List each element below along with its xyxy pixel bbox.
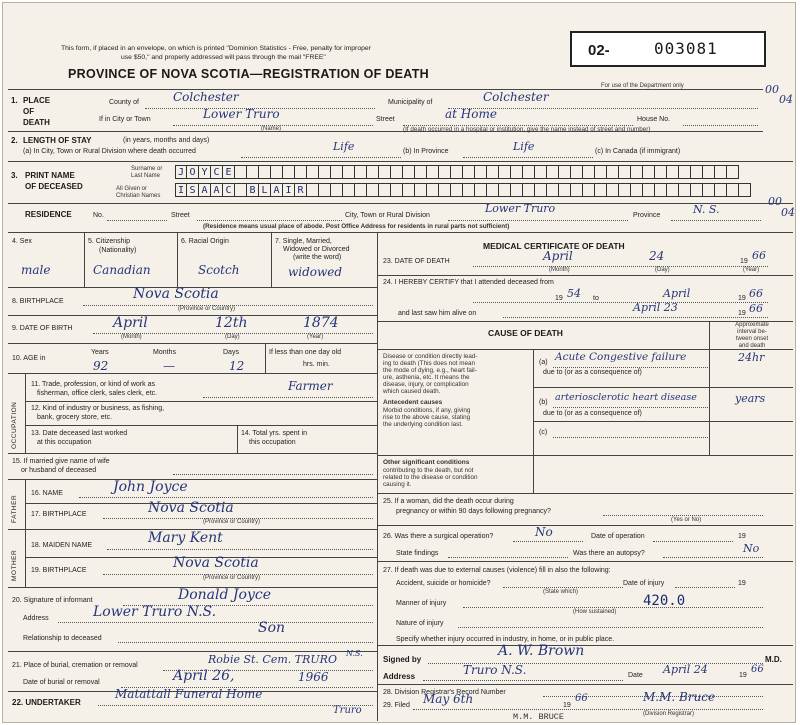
death-registration-form (2, 2, 796, 723)
dob-day-hint: (Day) (225, 334, 240, 340)
certificate-number-box (570, 31, 766, 67)
attended-to-month: April (663, 287, 691, 300)
place-of-death-number: 1. (11, 96, 18, 105)
immediate-cause-6: which caused death. (383, 388, 441, 395)
stay-hint: (in years, months and days) (123, 137, 210, 144)
accident-label: Accident, suicide or homicide? (396, 580, 491, 587)
q13-label-1: 13. Date deceased last worked (31, 430, 128, 437)
place-of-death-label-2: OF (23, 107, 35, 116)
certificate-prefix: 02- (588, 42, 610, 59)
given-letter: A (211, 183, 223, 197)
registrar-printed-name: M.M. BRUCE (513, 712, 565, 722)
stay-number: 2. (11, 136, 18, 145)
sex-value: male (21, 263, 51, 277)
other-conditions-2: contributing to the death, but not (383, 467, 474, 474)
age-days-label: Days (223, 349, 239, 356)
last-saw-date: April 23 (633, 301, 678, 314)
cause-of-death-heading: CAUSE OF DEATH (488, 328, 563, 338)
stay-label: LENGTH OF STAY (23, 136, 92, 145)
autopsy-label: Was there an autopsy? (573, 550, 645, 557)
given-letter: A (271, 183, 283, 197)
q14-label-2: this occupation (249, 439, 296, 446)
residence-no-label: No. (93, 212, 104, 219)
burial-date-label: Date of burial or removal (23, 679, 100, 686)
mail-notice-line1: This form, if placed in an envelope, on which is printed "Dominion Statistics - Free, penalty for improper (61, 45, 371, 52)
burial-year: 1966 (298, 670, 329, 684)
immediate-cause-5: disease, injury, or complication (383, 381, 469, 388)
signed-by-label: Signed by (383, 655, 422, 664)
medical-certificate-heading: MEDICAL CERTIFICATE OF DEATH (483, 241, 625, 251)
undertaker-name: Matattall Funeral Home (115, 687, 263, 701)
burial-place-label: 21. Place of burial, cremation or removal (12, 662, 138, 669)
last-saw-year: 66 (749, 302, 763, 315)
dob-year: 1874 (303, 315, 339, 331)
name-label-1: PRINT NAME (25, 171, 75, 180)
attended-to-label: to (593, 295, 599, 302)
given-letter: S (187, 183, 199, 197)
surname-letter-grid (175, 165, 739, 179)
q11-label-1: 11. Trade, profession, or kind of work as (31, 381, 155, 388)
death-month: April (543, 249, 573, 263)
citizenship-label-1: 5. Citizenship (88, 238, 131, 245)
cause-b-label: (b) (539, 399, 548, 406)
occupation-side-label: OCCUPATION (11, 401, 18, 449)
mother-birthplace-label: 19. BIRTHPLACE (31, 567, 87, 574)
father-name-value: John Joyce (113, 479, 188, 495)
informant-address: Lower Truro N.S. (93, 604, 217, 620)
attended-label: 24. I HEREBY CERTIFY that I attended deceased from (383, 279, 554, 286)
q12-label-2: bank, grocery store, etc. (37, 414, 113, 421)
county-label: County of (109, 99, 139, 106)
how-sustained-hint: (How sustained) (573, 609, 617, 615)
q15-label-1: 15. If married give name of wife (12, 458, 110, 465)
citizenship-value: Canadian (93, 263, 151, 277)
racial-origin-label: 6. Racial Origin (181, 238, 229, 245)
cause-b-interval: years (735, 392, 766, 405)
occupation-value: Farmer (288, 379, 333, 393)
nature-of-injury-label: Nature of injury (396, 620, 444, 627)
residence-city-value: Lower Truro (485, 202, 556, 215)
sex-label: 4. Sex (12, 238, 32, 245)
marital-label-1: 7. Single, Married, (275, 238, 332, 245)
county-value: Colchester (173, 90, 239, 104)
informant-signature-label: 20. Signature of informant (12, 597, 93, 604)
house-number-label: House No. (637, 116, 671, 123)
dob-month-hint: (Month) (121, 334, 142, 340)
surname-letter: C (211, 165, 223, 179)
burial-place: Robie St. Cem. TRURO (208, 653, 337, 666)
racial-origin-value: Scotch (198, 263, 240, 277)
physician-address-label: Address (383, 672, 416, 681)
undertaker-city: Truro (333, 705, 362, 716)
age-years-value: 92 (93, 359, 109, 373)
marital-label-2: Widowed or Divorced (283, 246, 350, 253)
birthplace-hint: (Province or Country) (178, 306, 236, 312)
residence-code-1: 00 (768, 195, 782, 208)
q25-yes-no: (Yes or No) (671, 517, 702, 523)
department-code-1: 00 (765, 83, 779, 96)
cause-a-interval: 24hr (738, 351, 765, 364)
immediate-cause-4: ure, asthenia, etc. It means the (383, 374, 470, 381)
immediate-cause-3: the mode of dying, e.g., heart fail- (383, 367, 477, 374)
age-months-value: — (163, 359, 175, 373)
surname-letter: O (187, 165, 199, 179)
given-name-letter-grid (175, 183, 751, 197)
stay-canada-label: (c) In Canada (if immigrant) (595, 148, 681, 155)
antecedent-2: Morbid conditions, if any, giving (383, 407, 471, 414)
q14-label-1: 14. Total yrs. spent in (241, 430, 308, 437)
due-to-b: due to (or as a consequence of) (543, 410, 642, 417)
other-conditions-1: Other significant conditions (383, 459, 470, 466)
filed-year-prefix: 19 (563, 702, 571, 709)
infant-label-2: hrs. min. (303, 361, 330, 368)
form-title: PROVINCE OF NOVA SCOTIA—REGISTRATION OF DEATH (68, 67, 429, 81)
residence-province-value: N. S. (693, 203, 720, 216)
informant-signature: Donald Joyce (178, 587, 271, 603)
date-of-death-label: 23. DATE OF DEATH (383, 258, 450, 265)
q11-label-2: fisherman, office clerk, sales clerk, etc. (37, 390, 158, 397)
place-of-death-label-3: DEATH (23, 118, 50, 127)
q26-label: 26. Was there a surgical operation? (383, 533, 494, 540)
name-label-2: OF DECEASED (25, 182, 83, 191)
stay-city-value: Life (333, 140, 355, 153)
name-number: 3. (11, 171, 18, 180)
stay-city-label: (a) In City, Town or Rural Division where death occurred (23, 148, 196, 155)
mother-side-label: MOTHER (11, 549, 18, 581)
dob-day: 12th (215, 315, 248, 331)
given-letter: C (223, 183, 235, 197)
mother-birthplace-value: Nova Scotia (173, 555, 259, 571)
signed-date: April 24 (663, 663, 708, 676)
manner-of-injury-value: 420.0 (643, 593, 686, 609)
q27-label: 27. If death was due to external causes (violence) fill in also the following: (383, 567, 611, 574)
attended-to-prefix: 19 (738, 295, 746, 302)
surname-label-2: Last Name (131, 173, 161, 179)
given-letter (235, 183, 247, 197)
last-saw-label: and last saw him alive on (398, 310, 477, 317)
residence-label: RESIDENCE (25, 210, 72, 219)
attended-from-year: 54 (567, 287, 581, 300)
interval-label-1: Approximate (735, 322, 769, 328)
state-which-hint: (State which) (543, 589, 579, 595)
given-letter: I (283, 183, 295, 197)
signed-year-prefix: 19 (739, 672, 747, 679)
registrar-signature: M.M. Bruce (643, 690, 716, 704)
manner-of-injury-label: Manner of injury (396, 600, 447, 607)
hospital-note: (If death occurred in a hospital or institution, give the name instead of street and number) (403, 126, 651, 133)
physician-address: Truro N.S. (463, 663, 527, 677)
department-use-label: For use of the Department only (601, 83, 684, 89)
surname-letter: Y (199, 165, 211, 179)
surname-letter: E (223, 165, 235, 179)
burial-place-suffix: N.S. (346, 649, 363, 658)
mail-notice-line2: use $50," and properly addressed will pass through the mail "FREE" (121, 54, 326, 61)
given-letter: B (247, 183, 259, 197)
death-day-hint: (Day) (655, 267, 670, 273)
department-code-2: 04 (779, 93, 793, 106)
age-months-label: Months (153, 349, 176, 356)
age-years-label: Years (91, 349, 109, 356)
birthplace-value: Nova Scotia (133, 286, 219, 302)
surname-letter: J (175, 165, 187, 179)
age-days-value: 12 (229, 359, 245, 373)
q25-label-1: 25. If a woman, did the death occur during (383, 498, 514, 505)
given-label-1: All Given or (116, 186, 148, 192)
city-name-hint: (Name) (261, 126, 282, 132)
marital-label-3: (write the word) (293, 254, 342, 261)
state-findings-label: State findings (396, 550, 439, 557)
given-label-2: Christian Names (116, 193, 161, 199)
operation-value: No (535, 525, 553, 539)
other-conditions-4: causing it. (383, 481, 412, 488)
death-day: 24 (649, 249, 665, 263)
last-saw-prefix: 19 (738, 310, 746, 317)
city-value: Lower Truro (203, 107, 280, 121)
residence-province-label: Province (633, 212, 661, 219)
residence-city-label: City, Town or Rural Division (345, 212, 430, 219)
antecedent-3: rise to the above cause, stating (383, 414, 471, 421)
street-value: at Home (445, 107, 497, 121)
attended-from-prefix: 19 (555, 295, 563, 302)
dob-label: 9. DATE OF BIRTH (12, 325, 73, 332)
operation-year-prefix: 19 (738, 533, 746, 540)
city-label: If in City or Town (99, 116, 151, 123)
filed-year: 66 (575, 693, 588, 704)
residence-code-2: 04 (781, 206, 795, 219)
municipality-label: Municipality of (388, 99, 433, 106)
signed-year: 66 (751, 664, 764, 675)
physician-signature: A. W. Brown (498, 643, 585, 659)
residence-note: (Residence means usual place of abode. Post Office Address for residents in rural parts not sufficient) (203, 223, 510, 230)
death-year-hint: (Year) (743, 267, 760, 273)
q28-label: 28. Division Registrar's Record Number (383, 689, 506, 696)
q12-label-1: 12. Kind of industry or business, as fishing, (31, 405, 165, 412)
cause-b-value: arteriosclerotic heart disease (555, 392, 697, 403)
residence-street-label: Street (171, 212, 190, 219)
cause-a-value: Acute Congestive failure (555, 351, 687, 363)
interval-label-4: and death (738, 343, 766, 349)
mother-birthplace-hint: (Province or Country) (203, 575, 261, 581)
q13-label-2: at this occupation (37, 439, 92, 446)
dob-year-hint: (Year) (307, 334, 324, 340)
given-letter: L (259, 183, 271, 197)
burial-date: April 26, (173, 668, 235, 684)
given-letter: A (199, 183, 211, 197)
father-name-label: 16. NAME (31, 490, 63, 497)
injury-year-prefix: 19 (738, 580, 746, 587)
signed-date-label: Date (628, 672, 643, 679)
q25-label-2: pregnancy or within 90 days following pregnancy? (396, 508, 551, 515)
date-of-operation-label: Date of operation (591, 533, 645, 540)
division-registrar-label: (Division Registrar) (643, 711, 695, 717)
father-birthplace-value: Nova Scotia (148, 500, 234, 516)
given-letter: I (175, 183, 187, 197)
informant-relationship: Son (258, 620, 286, 636)
informant-relationship-label: Relationship to deceased (23, 635, 102, 642)
birthplace-label: 8. BIRTHPLACE (12, 298, 64, 305)
citizenship-label-2: (Nationality) (99, 247, 137, 254)
q15-label-2: or husband of deceased (21, 467, 97, 474)
stay-province-label: (b) In Province (403, 148, 449, 155)
autopsy-value: No (743, 542, 760, 555)
interval-label-3: tween onset (735, 336, 769, 342)
md-label: M.D. (765, 655, 782, 664)
given-letter: R (295, 183, 307, 197)
other-conditions-3: related to the disease or condition (383, 474, 478, 481)
antecedent-1: Antecedent causes (383, 399, 443, 406)
place-of-death-label-1: PLACE (23, 96, 51, 105)
attended-to-year: 66 (749, 287, 763, 300)
certificate-number: 003081 (654, 39, 718, 58)
death-year: 66 (752, 249, 766, 262)
father-birthplace-hint: (Province or Country) (203, 519, 261, 525)
filed-date: May 6th (423, 692, 474, 706)
immediate-cause-1: Disease or condition directly lead- (383, 353, 478, 360)
mother-maiden-label: 18. MAIDEN NAME (31, 542, 93, 549)
undertaker-label: 22. UNDERTAKER (12, 698, 81, 707)
age-label: 10. AGE in (12, 355, 46, 362)
q29-label: 29. Filed (383, 702, 410, 709)
death-month-hint: (Month) (549, 267, 570, 273)
due-to-a: due to (or as a consequence of) (543, 369, 642, 376)
infant-label-1: If less than one day old (269, 349, 341, 356)
antecedent-4: the underlying condition last. (383, 421, 463, 428)
dob-month: April (113, 315, 148, 331)
father-birthplace-label: 17. BIRTHPLACE (31, 511, 87, 518)
specify-injury-label: Specify whether injury occurred in industry, in home, or in public place. (396, 636, 615, 643)
father-side-label: FATHER (11, 494, 18, 523)
death-year-prefix: 19 (740, 258, 748, 265)
immediate-cause-2: ing to death (This does not mean (383, 360, 476, 367)
cause-a-label: (a) (539, 359, 548, 366)
informant-address-label: Address (23, 615, 49, 622)
date-of-injury-label: Date of injury (623, 580, 665, 587)
cause-c-label: (c) (539, 429, 548, 436)
marital-value: widowed (288, 265, 343, 279)
municipality-value: Colchester (483, 90, 549, 104)
surname-label-1: Surname or (131, 166, 163, 172)
street-label: Street (376, 116, 395, 123)
stay-province-value: Life (513, 140, 535, 153)
mother-maiden-value: Mary Kent (148, 530, 223, 546)
interval-label-2: interval be- (737, 329, 767, 335)
